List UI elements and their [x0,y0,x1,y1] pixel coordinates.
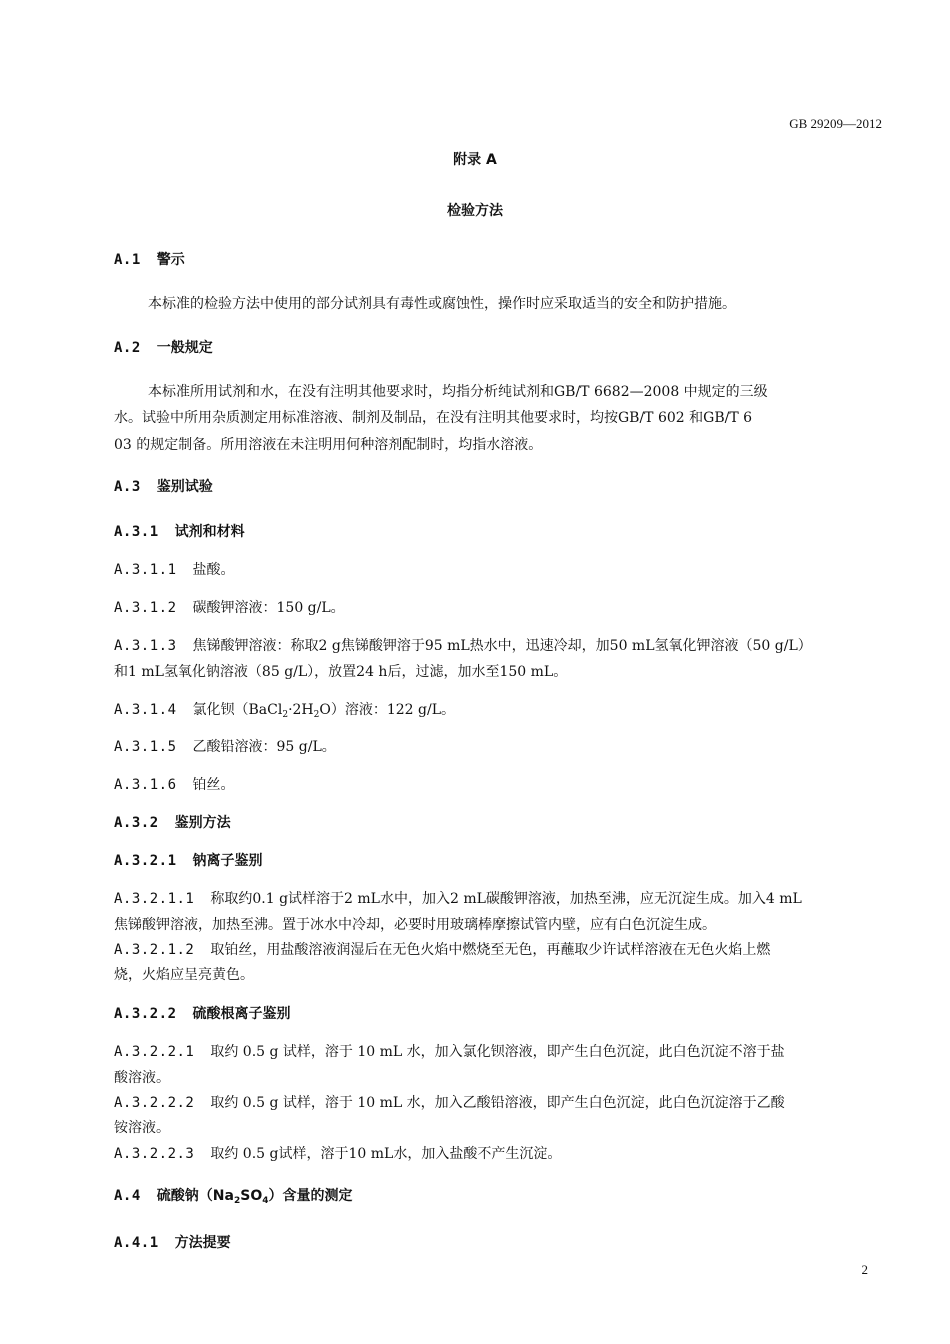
item-text: 铂丝。 [192,777,235,793]
section-a1-text: 本标准的检验方法中使用的部分试剂具有毒性或腐蚀性，操作时应采取适当的安全和防护措施。 [148,296,736,312]
item-number: A.3.2.2.2 [114,1095,195,1111]
item-text: 取约 0.5 g 试样，溶于 10 mL 水，加入乙酸铅溶液，即产生白色沉淀，此白色沉淀溶于乙酸 [210,1095,785,1111]
section-number: A.3.2 [114,815,159,831]
annex-label: 附录 A [453,152,497,168]
section-a321-heading [114,849,868,874]
section-a2-heading [114,336,868,361]
item-a312 [114,596,868,621]
item-number: A.3.2.2.3 [114,1146,195,1162]
item-a315 [114,735,868,760]
section-number: A.4.1 [114,1235,159,1251]
item-text: 取约 0.5 g试样，溶于10 mL水，加入盐酸不产生沉淀。 [210,1146,562,1162]
section-a31-heading [114,520,868,545]
item-a3222-line2: 铵溶液。 [114,1120,170,1136]
section-a2-line2: 水。试验中所用杂质测定用标准溶液、制剂及制品，在没有注明其他要求时，均按GB/T 602 和GB/T 6 [114,410,753,426]
section-number: A.1 [114,252,141,268]
item-number: A.3.1.3 [114,638,177,654]
item-number: A.3.1.2 [114,600,177,616]
section-a2-line3: 03 的规定制备。所用溶液在未注明用何种溶剂配制时，均指水溶液。 [114,437,543,453]
item-number: A.3.2.1.2 [114,942,195,958]
section-title: 硫酸根离子鉴别 [192,1006,291,1022]
standard-code-header: GB 29209—2012 [789,116,882,131]
section-a1-heading [114,248,868,273]
section-title: 试剂和材料 [174,524,245,540]
item-text: 碳酸钾溶液：150 g/L。 [192,600,345,616]
section-number: A.3.1 [114,524,159,540]
item-text-post: O）溶液：122 g/L。 [319,702,456,718]
section-title: 鉴别试验 [156,479,213,495]
subscript: 4 [262,1196,269,1206]
subscript: 2 [282,710,289,720]
section-title-post: ）含量的测定 [268,1188,353,1204]
annex-title: 检验方法 [447,203,503,219]
section-number: A.3 [114,479,141,495]
section-number: A.4 [114,1188,141,1204]
section-a3-heading [114,475,868,500]
section-a2-line1: 本标准所用试剂和水，在没有注明其他要求时，均指分析纯试剂和GB/T 6682—2008 中规定的三级 [148,384,768,400]
item-number: A.3.1.1 [114,562,177,578]
section-title-mid: SO [240,1188,263,1204]
page-number: 2 [861,1262,868,1277]
item-text: 取铂丝，用盐酸溶液润湿后在无色火焰中燃烧至无色，再蘸取少许试样溶液在无色火焰上燃 [210,942,771,958]
item-text: 乙酸铅溶液：95 g/L。 [192,739,336,755]
item-a3212-line2: 烧，火焰应呈亮黄色。 [114,967,254,983]
item-a316 [114,773,868,798]
section-title: 方法提要 [174,1235,231,1251]
item-number: A.3.2.1.1 [114,891,195,907]
item-number: A.3.1.4 [114,702,177,718]
subscript: 2 [233,1196,241,1206]
item-a313-line1 [114,634,868,659]
item-a313-line2: 和1 mL氢氧化钠溶液（85 g/L），放置24 h后，过滤，加水至150 mL。 [114,664,568,680]
item-text: 取约 0.5 g 试样，溶于 10 mL 水，加入氯化钡溶液，即产生白色沉淀，此白色沉淀不溶于盐 [210,1044,785,1060]
item-number: A.3.2.2.1 [114,1044,195,1060]
section-number: A.2 [114,340,141,356]
item-a3211-line2: 焦锑酸钾溶液，加热至沸。置于冰水中冷却，必要时用玻璃棒摩擦试管内壁，应有白色沉淀生成。 [114,917,716,933]
item-a3221-line1 [114,1040,868,1065]
section-a41-heading [114,1231,868,1256]
section-a4-heading [114,1184,868,1209]
section-a322-heading [114,1002,868,1027]
section-title-pre: 硫酸钠（Na [156,1188,234,1204]
item-text: 盐酸。 [192,562,235,578]
item-a3222-line1 [114,1091,868,1116]
section-title: 一般规定 [156,340,213,356]
section-a32-heading [114,811,868,836]
item-number: A.3.1.5 [114,739,177,755]
item-text-pre: 氯化钡（BaCl [192,702,283,718]
item-a3211-line1 [114,887,868,912]
section-title: 警示 [156,252,185,268]
section-number: A.3.2.1 [114,853,177,869]
section-title: 鉴别方法 [174,815,231,831]
section-number: A.3.2.2 [114,1006,177,1022]
item-a3221-line2: 酸溶液。 [114,1070,170,1086]
item-a311 [114,558,868,583]
section-title: 钠离子鉴别 [192,853,263,869]
subscript: 2 [313,710,320,720]
item-a314 [114,698,868,723]
item-number: A.3.1.6 [114,777,177,793]
item-a3212-line1 [114,938,868,963]
item-text: 焦锑酸钾溶液：称取2 g焦锑酸钾溶于95 mL热水中，迅速冷却，加50 mL氢氧化钾溶液（50 g/L） [192,638,812,654]
item-text: 称取约0.1 g试样溶于2 mL水中，加入2 mL碳酸钾溶液，加热至沸，应无沉淀生成。加入4 mL [210,891,802,907]
item-text-mid: ·2H [288,702,314,718]
item-a3223 [114,1142,868,1167]
